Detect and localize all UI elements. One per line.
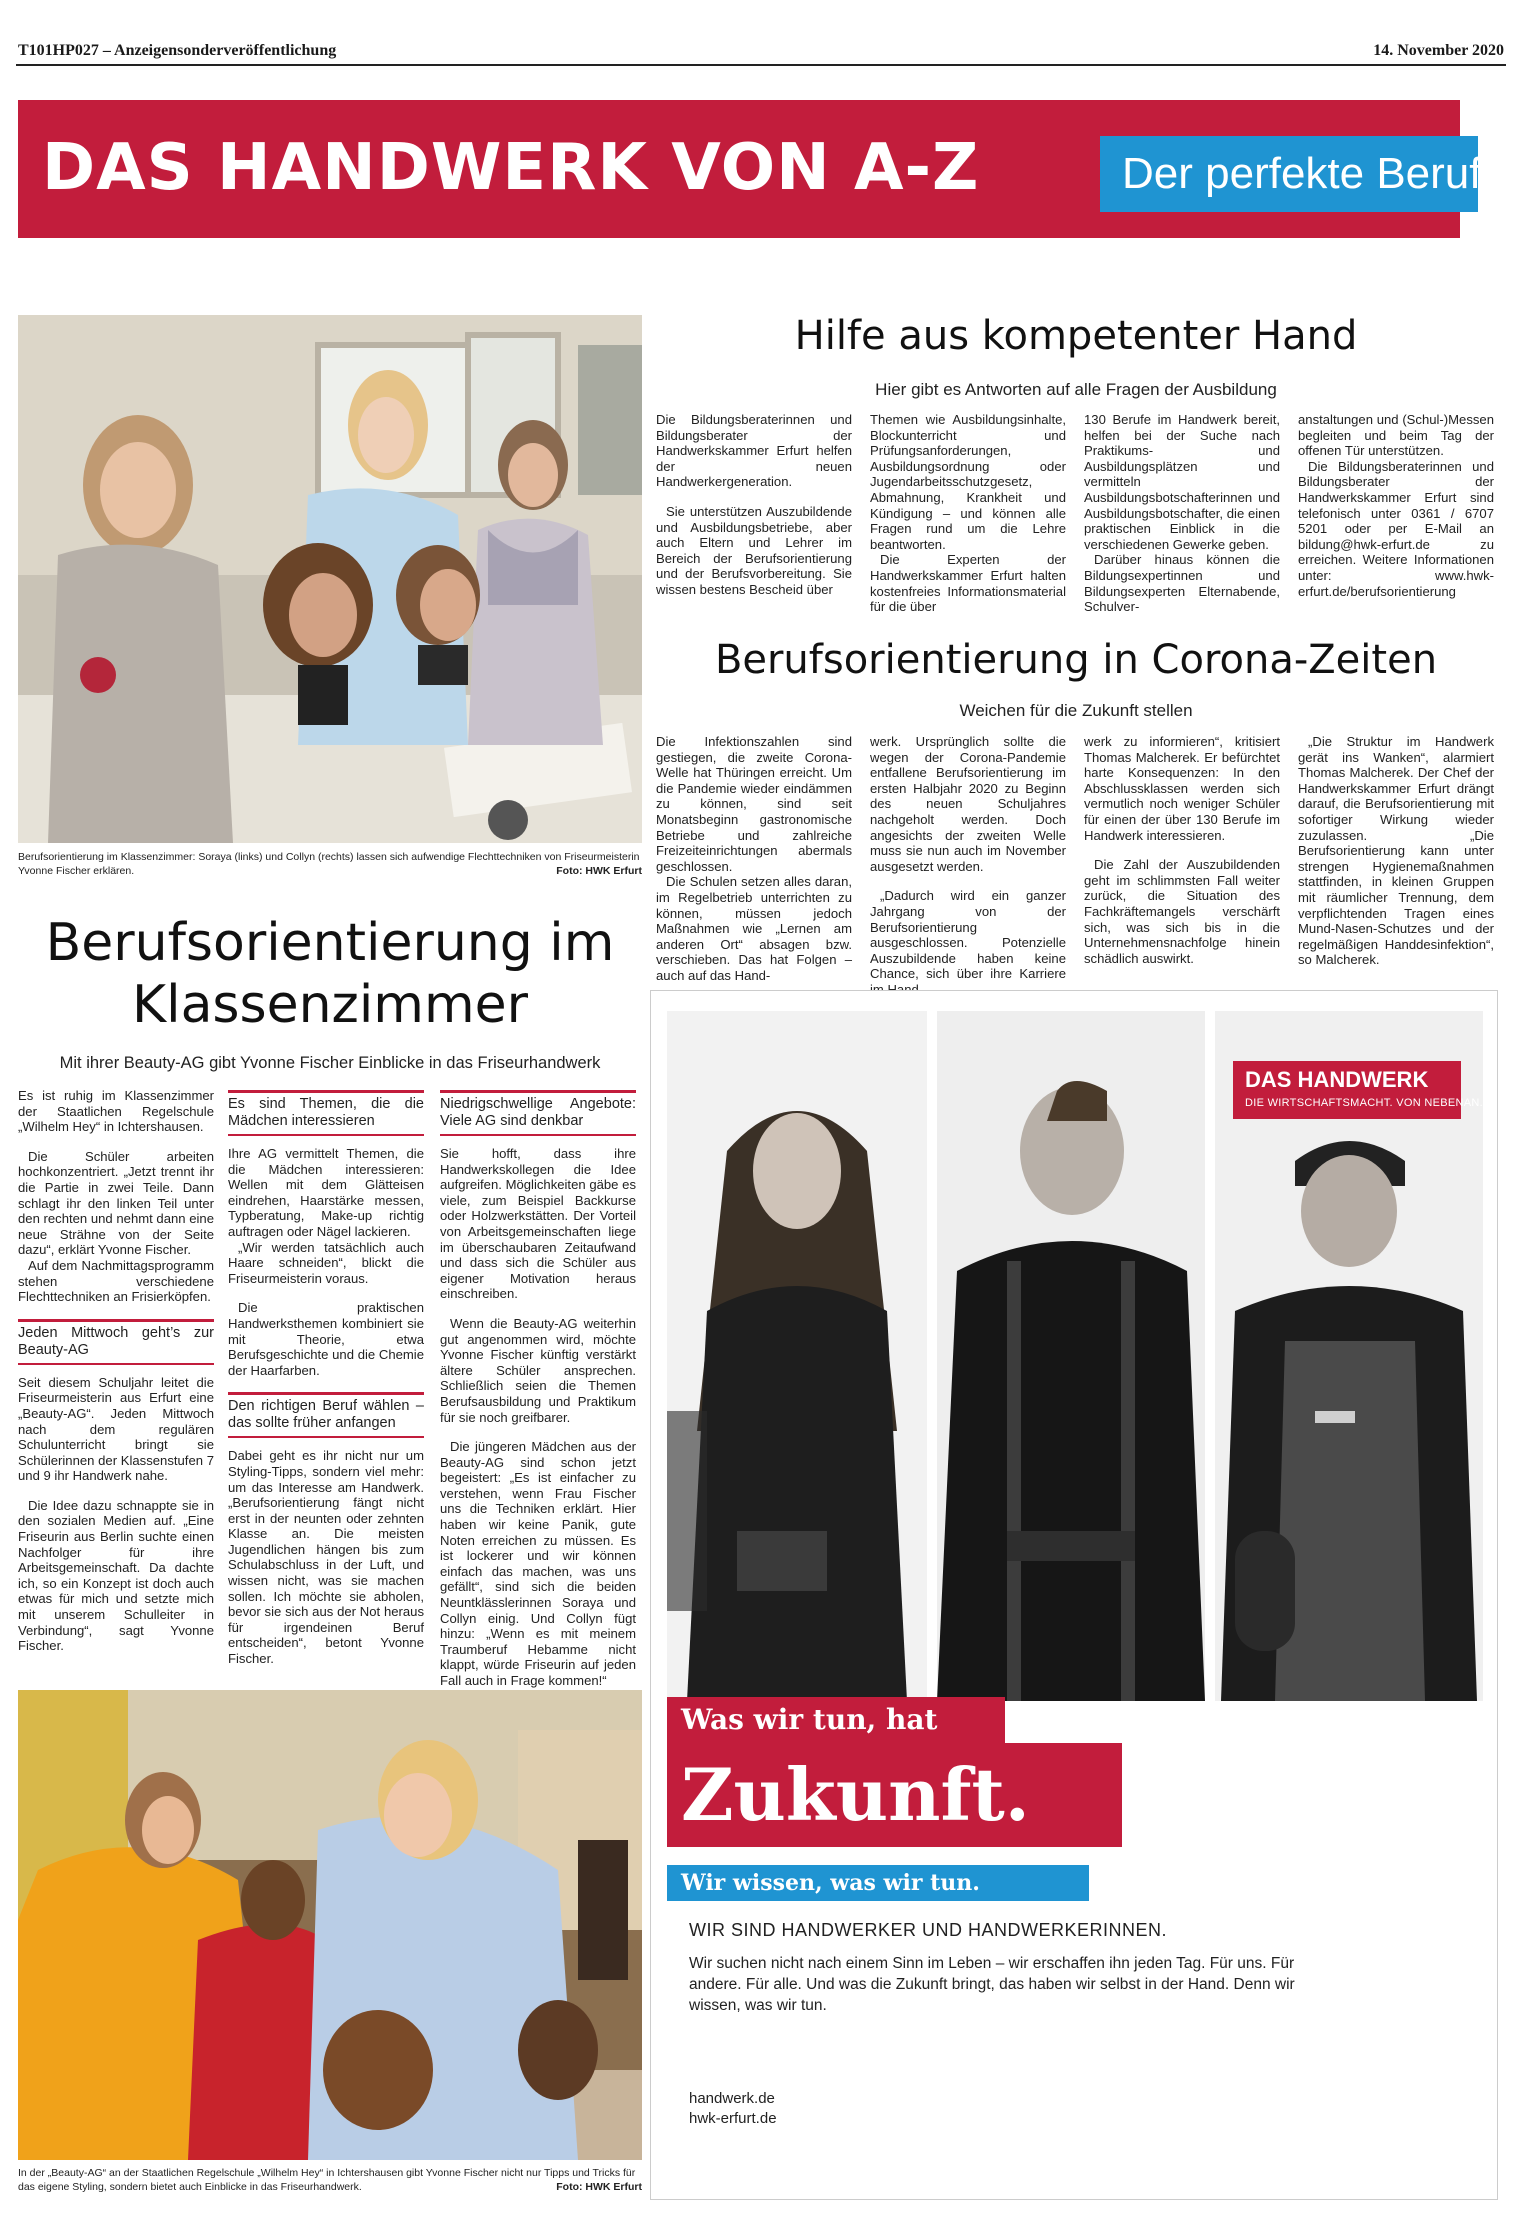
photo1-caption <box>18 850 642 878</box>
article1-col1-p2: Sie unterstützen Auszubildende und Ausbildungsbetriebe, aber auch Eltern und Lehrer im Bereich der Berufsorientierung und der Berufsvorbereitung. Sie wissen bestens Bescheid über <box>656 503 852 597</box>
ad-link-hwk-erfurt[interactable]: hwk-erfurt.de <box>689 2110 777 2127</box>
article2-col1-p1: Die Infektionszahlen sind gestiegen, die zweite Corona-Welle hat Thüringen erreicht. Um die Pandemie wieder eindämmen zu können, sind seit Monatsbeginn gastronomische Betriebe und zahlreiche Freizeiteinrichtungen abermals geschlossen. <box>656 734 852 874</box>
article3-col2-p3: Die praktischen Handwerksthemen kombiniert sie mit Theorie, etwa Berufsgeschichte und die Chemie der Haarfarben. <box>228 1300 424 1378</box>
article3-col1-box: Jeden Mittwoch geht’s zur Beauty-AG <box>18 1319 214 1365</box>
article2-col1 <box>656 734 852 984</box>
article3-col1 <box>18 1088 214 1654</box>
handwerk-advertisement <box>650 990 1498 2200</box>
ad-slogan-line3: Wir wissen, was wir tun. <box>667 1865 1089 1901</box>
article1-title: Hilfe aus kompetenter Hand <box>794 313 1358 359</box>
ad-slogan-zukunft: Zukunft. <box>667 1743 1122 1847</box>
article1-col3-p1: 130 Berufe im Handwerk bereit, helfen bei der Suche nach Praktikums- und Ausbildungsplätzen und vermitteln Ausbildungsbotschafterinnen und Ausbildungsbotschafter, die einen praktischen Einblick in die verschiedenen Gewerke geben. <box>1084 412 1280 552</box>
article2-col2 <box>870 734 1066 998</box>
article2-col2-p1: werk. Ursprünglich sollte die wegen der Corona-Pandemie entfallene Berufsorientierung im ersten Halbjahr 2020 zu Beginn des neuen Schuljahres nachgeholt werden. Doch angesichts der zweiten Welle muss sie nun auch im November ausgesetzt werden. <box>870 734 1066 874</box>
article3-col3-p1: Sie hofft, dass ihre Handwerkskollegen die Idee aufgreifen. Möglichkeiten gäbe es viele, zum Beispiel Backkurse oder Holzwerkstätten. Der Vorteil von Arbeitsgemeinschaften liege im überschaubaren Zeitaufwand und dass sich die Schüler aus eigener Motivation heraus einschreiben. <box>440 1146 636 1302</box>
ad-link-handwerk[interactable]: handwerk.de <box>689 2090 775 2107</box>
article1-col4 <box>1298 412 1494 599</box>
article1-col1-p1: Die Bildungsberaterinnen und Bildungsberater der Handwerkskammer Erfurt helfen der neuen Handwerkergeneration. <box>656 412 852 490</box>
article3-col1-p1: Es ist ruhig im Klassenzimmer der Staatlichen Regelschule „Wilhelm Hey“ in Ichtershausen. <box>18 1088 214 1135</box>
article3-title-line2: Klassenzimmer <box>132 975 528 1035</box>
article2-title: Berufsorientierung in Corona-Zeiten <box>714 637 1438 683</box>
article2-col4-p1: „Die Struktur im Handwerk gerät ins Wanken“, alarmiert Thomas Malcherek. Der Chef der Handwerkskammer Erfurt drängt darauf, die Berufsorientierung mit sofortiger Wirkung wieder zuzulassen. „Die Berufsorientierung kann unter strengen Hygienemaßnahmen stattfinden, in kleinen Gruppen mit räumlicher Trennung, dem verpflichtenden Tragen eines Mund-Nasen-Schutzes und der regelmäßigen Handdesinfektion“, so Malcherek. <box>1298 734 1494 968</box>
article3-col3 <box>440 1090 636 1689</box>
ad-photo-woman <box>667 1011 927 1701</box>
photo2-credit: Foto: HWK Erfurt <box>556 2181 642 2193</box>
ad-claim: WIR SIND HANDWERKER UND HANDWERKERINNEN. <box>689 1920 1168 1940</box>
article2-col3-p1: werk zu informieren“, kritisiert Thomas Malcherek. Er befürchtet harte Konsequenzen: In den Abschlussklassen werden sich vermutlich noch weniger Schüler für einen der über 130 Berufe im Handwerk interessieren. <box>1084 734 1280 843</box>
article1-subtitle: Hier gibt es Antworten auf alle Fragen der Ausbildung <box>875 380 1277 399</box>
classroom-photo <box>18 315 642 843</box>
article1-col2 <box>870 412 1066 615</box>
article2-col1-p2: Die Schulen setzen alles daran, im Regelbetrieb unterrichten zu können, müssen jedoch Maßnahmen wie „Lernen am anderen Ort“ absagen bzw. verschieben. Das hat Folgen – auch auf das Hand- <box>656 874 852 983</box>
beauty-ag-photo <box>18 1690 642 2160</box>
banner-title: DAS HANDWERK VON A-Z <box>42 131 980 205</box>
page-header-date: 14. November 2020 <box>1373 42 1504 59</box>
photo2-caption-text: In der „Beauty-AG“ an der Staatlichen Regelschule „Wilhelm Hey“ in Ichtershausen gibt Yvonne Fischer nicht nur Tipps und Tricks für das eigene Styling, sondern bietet auch Einblicke in das Friseurhandwerk. <box>18 2167 636 2193</box>
article2-subtitle: Weichen für die Zukunft stellen <box>959 701 1193 720</box>
article3-col3-p2: Wenn die Beauty-AG weiterhin gut angenommen wird, möchte Yvonne Fischer künftig verstärkt ältere Schüler ansprechen. Schließlich seien die Themen Berufsausbildung und Praktikum für sie noch greifbarer. <box>440 1315 636 1425</box>
article3-title-line1: Berufsorientierung im <box>45 913 615 973</box>
article1-col1 <box>656 412 852 598</box>
page-header <box>16 40 1506 66</box>
logo-title: DAS HANDWERK <box>1245 1067 1429 1092</box>
article2-col3-p2: Die Zahl der Auszubildenden geht im schlimmsten Fall weiter zurück, die Situation des Fachkräftemangels verschärft sich, was sich bis in die Unternehmensnachfolge hinein schädlich auswirkt. <box>1084 857 1280 966</box>
article1-col4-p1: anstaltungen und (Schul-)Messen begleiten und beim Tag der offenen Tür unterstützen. <box>1298 412 1494 459</box>
title-banner <box>18 100 1482 238</box>
page-header-left: T101HP027 – Anzeigensonderveröffentlichung <box>18 42 337 59</box>
article3-col2 <box>228 1090 424 1667</box>
article3-col3-box: Niedrigschwellige Angebote: Viele AG sind denkbar <box>440 1090 636 1136</box>
banner-tag: Der perfekte Beruf <box>1100 136 1478 212</box>
ad-photo-man-center <box>937 1011 1205 1701</box>
article1-col4-p2: Die Bildungsberaterinnen und Bildungsberater der Handwerkskammer Erfurt sind telefonisch unter 0361 / 6707 5201 oder per E-Mail an bildung@hwk-erfurt.de zu erreichen. Weitere Informationen unter: www.hwk-erfurt.de/berufsorientierung <box>1298 458 1494 599</box>
article1-col2-p1: Themen wie Ausbildungsinhalte, Blockunterricht und Prüfungsanforderungen, Ausbildungsordnung oder Jugendarbeitsschutzgesetz, Abmahnung, Krankheit und Kündigung – und können alle Fragen rund um die Lehre beantworten. <box>870 412 1066 552</box>
photo2-caption <box>18 2166 642 2194</box>
article3-col2-box1: Es sind Themen, die die Mädchen interessieren <box>228 1090 424 1136</box>
logo-subtitle: DIE WIRTSCHAFTSMACHT. VON NEBENAN. <box>1245 1097 1483 1109</box>
photo1-credit: Foto: HWK Erfurt <box>556 865 642 877</box>
article1-col3-p2: Darüber hinaus können die Bildungsexpertinnen und Bildungsexperten Elternabende, Schulver- <box>1084 552 1280 615</box>
ad-slogan-line1: Was wir tun, hat <box>667 1697 1005 1743</box>
ad-body-text: Wir suchen nicht nach einem Sinn im Leben – wir erschaffen ihn jeden Tag. Für uns. Für andere. Für alle. Und was die Zukunft bringt, das haben wir selbst in der Hand. Denn wir wissen, was wir tun. <box>689 1955 1295 2014</box>
ad-links <box>689 2089 777 2129</box>
article1-col2-p2: Die Experten der Handwerkskammer Erfurt halten kostenfreies Informationsmaterial für die über <box>870 552 1066 615</box>
article3-title <box>18 912 642 1036</box>
article3-col2-p2: „Wir werden tatsächlich auch Haare schneiden“, blickt die Friseurmeisterin voraus. <box>228 1239 424 1286</box>
das-handwerk-logo <box>1233 1061 1483 1119</box>
article3-col3-p3: Die jüngeren Mädchen aus der Beauty-AG sind schon jetzt begeistert: „Es ist einfacher zu verstehen, wenn Frau Fischer uns die Techniken erklärt. Hier haben wir keine Panik, gute Noten erreichen zu müssen. Es ist lockerer und wir können einfach das machen, was uns gefällt“, sind sich die beiden Neuntklässlerinnen Soraya und Collyn einig. Und Collyn fügt hinzu: „Wenn es mit meinem Traumberuf Hebamme nicht klappt, würde Friseurin auf jeden Fall auch in Frage kommen!“ <box>440 1439 636 1688</box>
article2-col4 <box>1298 734 1494 968</box>
article3-subtitle: Mit ihrer Beauty-AG gibt Yvonne Fischer Einblicke in das Friseurhandwerk <box>59 1054 601 1072</box>
photo1-caption-text: Berufsorientierung im Klassenzimmer: Soraya (links) und Collyn (rechts) lassen sich aufwendige Flechttechniken von Friseurmeisterin Yvonne Fischer erklären. <box>18 851 640 877</box>
article2-col2-p2: „Dadurch wird ein ganzer Jahrgang von der Berufsorientierung ausgeschlossen. Potenzielle Auszubildende haben keine Chance, sich über ihre Karriere <box>870 888 1066 982</box>
article1-col3 <box>1084 412 1280 615</box>
article3-col2-box2: Den richtigen Beruf wählen – das sollte früher anfangen <box>228 1392 424 1438</box>
article3-col1-p3: Auf dem Nachmittagsprogramm stehen verschiedene Flechttechniken an Frisierköpfen. <box>18 1257 214 1305</box>
article3-col1-p4: Seit diesem Schuljahr leitet die Friseurmeisterin aus Erfurt eine „Beauty-AG“. Jeden Mittwoch nach dem regulären Schulunterricht bringt sie Schülerinnen der Klassenstufen 7 und 9 ihr Handwerk nahe. <box>18 1374 214 1484</box>
article3-col1-p2: Die Schüler arbeiten hochkonzentriert. „Jetzt trennt ihr die Partie in zwei Teile. Dann schlagt ihr den linken Teil unter den rechten und nehmt dann eine neue Strähne von der Seite dazu“, erklärt Yvonne Fischer. <box>18 1148 214 1258</box>
article2-col3 <box>1084 734 1280 966</box>
article3-col2-p4: Dabei geht es ihr nicht nur um Styling-Tipps, sondern viel mehr: um das Interesse am Handwerk. „Berufsorientierung fängt nicht erst in der neunten oder zehnten Klasse an. Die meisten Jugendlichen hängen bis zum Schulabschluss in der Luft, und wissen nicht, was sie machen sollen. Ich möchte sie abholen, bevor sie sich aus der Not heraus für irgendeinen Beruf entscheiden“, betont Yvonne Fischer. <box>228 1448 424 1667</box>
article3-col1-p5: Die Idee dazu schnappte sie in den sozialen Medien auf. „Eine Friseurin aus Berlin suchte einen Nachfolger für ihre Arbeitsgemeinschaft. Da dachte ich, so ein Konzept ist doch auch etwas für mich und setzte mich mit unserem Schulleiter in Verbindung“, sagt Yvonne Fischer. <box>18 1497 214 1654</box>
article3-col2-p1: Ihre AG vermittelt Themen, die die Mädchen interessieren: Wellen mit dem Glätteisen eindrehen, Haarstärke messen, Typberatung, Make-up richtig auftragen oder Nägel lackieren. <box>228 1146 424 1239</box>
